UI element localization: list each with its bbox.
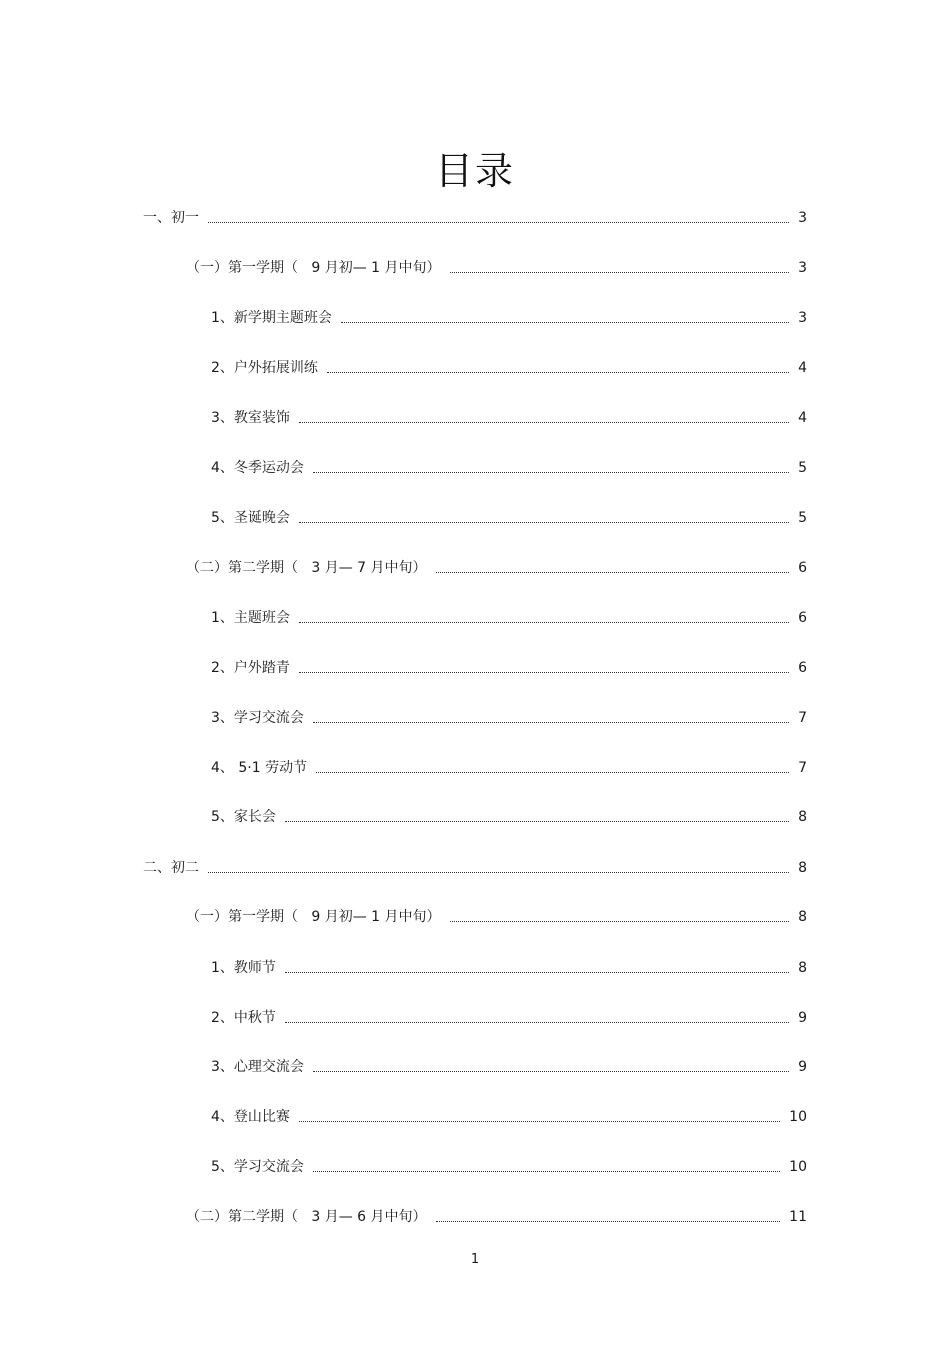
toc-entry-label: 1、新学期主题班会 [211, 310, 332, 326]
toc-entry-item[interactable] [211, 505, 807, 527]
dot-leader [327, 372, 789, 373]
toc-entry-label: （一）第一学期（ 9 月初— 1 月中旬） [186, 909, 441, 925]
toc-entry-item[interactable] [211, 655, 807, 677]
toc-entry-item[interactable] [211, 705, 807, 727]
toc-entry-item[interactable] [211, 1154, 807, 1176]
dot-leader [208, 872, 789, 873]
dot-leader [341, 322, 789, 323]
toc-entry-page: 7 [798, 760, 807, 776]
toc-entry-item[interactable] [211, 804, 807, 826]
toc-entry-label: 4、登山比赛 [211, 1109, 290, 1125]
dot-leader [299, 422, 789, 423]
toc-entry-page: 6 [798, 560, 807, 576]
toc-entry-page: 6 [798, 660, 807, 676]
toc-entry-term-1[interactable] [186, 904, 807, 926]
dot-leader [436, 1221, 781, 1222]
dot-leader [299, 672, 789, 673]
toc-entry-page: 6 [798, 610, 807, 626]
toc-entry-label: 5、家长会 [211, 809, 276, 825]
toc-entry-item[interactable] [211, 955, 807, 977]
toc-entry-term-1[interactable] [186, 255, 807, 277]
toc-entry-label: 1、教师节 [211, 960, 276, 976]
toc-entry-page: 10 [789, 1159, 807, 1175]
toc-entry-label: 4、 5·1 劳动节 [211, 760, 308, 776]
toc-entry-page: 3 [798, 210, 807, 226]
dot-leader [285, 821, 789, 822]
dot-leader [316, 772, 789, 773]
toc-entry-page: 8 [798, 860, 807, 876]
toc-entry-page: 9 [798, 1059, 807, 1075]
toc-entry-label: 4、冬季运动会 [211, 460, 304, 476]
toc-entry-label: 3、学习交流会 [211, 710, 304, 726]
toc-entry-item[interactable] [211, 455, 807, 477]
dot-leader [450, 921, 790, 922]
dot-leader [299, 1121, 780, 1122]
toc-entry-item[interactable] [211, 405, 807, 427]
toc-entry-label: 2、户外拓展训练 [211, 360, 318, 376]
toc-entry-term-2[interactable] [186, 1204, 807, 1226]
dot-leader [299, 622, 789, 623]
toc-entry-label: 3、教室装饰 [211, 410, 290, 426]
dot-leader [436, 572, 790, 573]
toc-entry-page: 9 [798, 1010, 807, 1026]
toc-entry-item[interactable] [211, 1054, 807, 1076]
toc-entry-page: 4 [798, 410, 807, 426]
toc-entry-label: 2、户外踏青 [211, 660, 290, 676]
toc-entry-label: 5、圣诞晚会 [211, 510, 290, 526]
toc-entry-label: （一）第一学期（ 9 月初— 1 月中旬） [186, 260, 441, 276]
toc-entry-page: 8 [798, 809, 807, 825]
toc-entry-item[interactable] [211, 355, 807, 377]
toc-entry-page: 3 [798, 260, 807, 276]
dot-leader [313, 1171, 780, 1172]
toc-entry-item[interactable] [211, 755, 807, 777]
dot-leader [299, 522, 789, 523]
toc-entry-label: （二）第二学期（ 3 月— 6 月中旬） [186, 1209, 427, 1225]
dot-leader [208, 222, 789, 223]
toc-entry-label: 1、主题班会 [211, 610, 290, 626]
toc-entry-item[interactable] [211, 605, 807, 627]
toc-entry-page: 5 [798, 510, 807, 526]
toc-entry-chuyi[interactable] [143, 205, 807, 227]
dot-leader [313, 472, 789, 473]
toc-entry-page: 10 [789, 1109, 807, 1125]
dot-leader [313, 722, 789, 723]
toc-entry-page: 3 [798, 310, 807, 326]
toc-entry-term-2[interactable] [186, 555, 807, 577]
toc-entry-label: 5、学习交流会 [211, 1159, 304, 1175]
page-number: 1 [470, 1252, 480, 1267]
toc-entry-chuer[interactable] [143, 855, 807, 877]
toc-entry-label: 一、初一 [143, 210, 199, 226]
toc-entry-page: 8 [798, 960, 807, 976]
toc-entry-page: 7 [798, 710, 807, 726]
toc-title: 目录 [434, 149, 515, 193]
toc-entry-item[interactable] [211, 1104, 807, 1126]
toc-entry-label: （二）第二学期（ 3 月— 7 月中旬） [186, 560, 427, 576]
toc-entry-item[interactable] [211, 1005, 807, 1027]
dot-leader [313, 1071, 789, 1072]
toc-entry-item[interactable] [211, 305, 807, 327]
toc-entry-page: 4 [798, 360, 807, 376]
dot-leader [285, 972, 789, 973]
dot-leader [285, 1022, 789, 1023]
toc-entry-page: 11 [789, 1209, 807, 1225]
toc-entry-page: 8 [798, 909, 807, 925]
toc-entry-label: 二、初二 [143, 860, 199, 876]
dot-leader [450, 272, 790, 273]
toc-entry-label: 3、心理交流会 [211, 1059, 304, 1075]
toc-entry-page: 5 [798, 460, 807, 476]
toc-entry-label: 2、中秋节 [211, 1010, 276, 1026]
